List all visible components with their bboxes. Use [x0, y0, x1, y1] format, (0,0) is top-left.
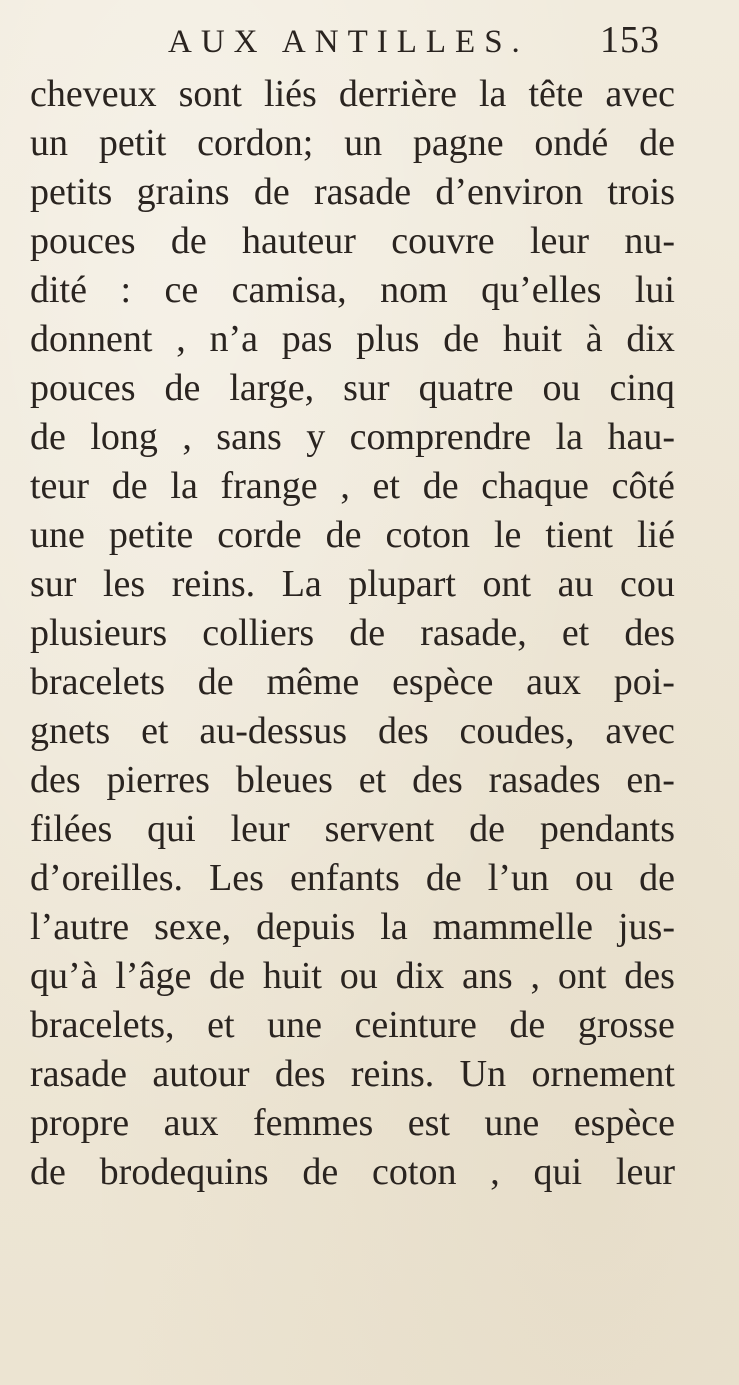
text-line	[30, 903, 675, 952]
word: coton	[372, 1151, 457, 1193]
word: d’environ	[435, 171, 584, 213]
word: ,	[176, 318, 186, 360]
word: de	[30, 1151, 66, 1193]
word: aux	[526, 661, 581, 703]
word: de	[197, 661, 234, 703]
word: ,	[182, 416, 192, 458]
word: et	[561, 612, 590, 654]
word: des	[274, 1053, 326, 1095]
word: mammelle	[432, 906, 594, 948]
word: en-	[626, 759, 675, 801]
word: trois	[607, 171, 675, 213]
word: l’un	[487, 857, 549, 899]
word: de	[111, 465, 148, 507]
word: poi-	[613, 661, 675, 703]
word: qui	[147, 808, 196, 850]
word: espèce	[573, 1102, 675, 1144]
body-text	[30, 70, 675, 1197]
word: la	[555, 416, 584, 458]
word: de	[325, 514, 362, 556]
word: ,	[490, 1151, 500, 1193]
word: ont	[557, 955, 607, 997]
word: une	[30, 514, 85, 556]
word: de	[509, 1004, 546, 1046]
word: des	[377, 710, 429, 752]
word: de	[302, 1151, 339, 1193]
word: une	[267, 1004, 322, 1046]
word: pouces	[30, 220, 136, 262]
word: des	[412, 759, 463, 801]
word: de	[209, 955, 246, 997]
word: lui	[634, 269, 675, 311]
word: tient	[545, 514, 613, 556]
word: reins.	[171, 563, 256, 605]
word: qui	[533, 1151, 583, 1193]
word: long	[90, 416, 158, 458]
word: et	[141, 710, 169, 752]
word: ont	[482, 563, 532, 605]
word: coton	[385, 514, 470, 556]
word: lié	[636, 514, 675, 556]
word: la	[479, 73, 507, 115]
word: Les	[209, 857, 264, 899]
word: avec	[605, 710, 675, 752]
word: un	[30, 122, 68, 164]
text-line	[30, 805, 675, 854]
word: teur	[30, 465, 90, 507]
word: plus	[356, 318, 420, 360]
word: qu’elles	[481, 269, 602, 311]
word: reins.	[350, 1053, 435, 1095]
word: femmes	[252, 1102, 374, 1144]
word: y	[306, 416, 326, 458]
word: les	[103, 563, 146, 605]
word: l’autre	[30, 906, 130, 948]
word: sexe,	[154, 906, 232, 948]
word: ou	[542, 367, 581, 409]
word: enfants	[290, 857, 400, 899]
word: cou	[620, 563, 675, 605]
text-line	[30, 217, 675, 266]
text-line	[30, 707, 675, 756]
word: cheveux	[30, 73, 157, 115]
text-line	[30, 1148, 675, 1197]
word: dité	[30, 269, 87, 311]
word: dix	[395, 955, 445, 997]
word: large,	[229, 367, 315, 409]
word: de	[469, 808, 506, 850]
word: des	[30, 759, 81, 801]
word: sur	[30, 563, 77, 605]
word: de	[253, 171, 290, 213]
word: à	[585, 318, 603, 360]
word: frange	[220, 465, 318, 507]
word: filées	[30, 808, 113, 850]
word: bracelets,	[30, 1004, 175, 1046]
word: ondé	[534, 122, 609, 164]
word: ou	[339, 955, 378, 997]
word: et	[372, 465, 400, 507]
word: depuis	[256, 906, 356, 948]
word: huit	[262, 955, 322, 997]
word: le	[493, 514, 522, 556]
word: :	[120, 269, 131, 311]
text-line	[30, 658, 675, 707]
word: tête	[528, 73, 584, 115]
word: de	[164, 367, 201, 409]
word: aux	[163, 1102, 219, 1144]
word: coudes,	[459, 710, 575, 752]
word: camisa,	[231, 269, 347, 311]
word: de	[349, 612, 386, 654]
text-line	[30, 413, 675, 462]
text-line	[30, 756, 675, 805]
word: leur	[529, 220, 590, 262]
word: de	[443, 318, 480, 360]
text-line	[30, 266, 675, 315]
text-line	[30, 1099, 675, 1148]
word: sur	[343, 367, 390, 409]
text-line	[30, 315, 675, 364]
word: grains	[136, 171, 230, 213]
word: des	[624, 612, 675, 654]
word: côté	[611, 465, 675, 507]
word: et	[358, 759, 387, 801]
word: un	[344, 122, 383, 164]
word: sans	[216, 416, 282, 458]
word: n’a	[209, 318, 258, 360]
word: pas	[281, 318, 333, 360]
word: propre	[30, 1102, 130, 1144]
text-line	[30, 609, 675, 658]
word: espèce	[392, 661, 494, 703]
word: même	[266, 661, 360, 703]
text-line	[30, 364, 675, 413]
word: l’âge	[115, 955, 192, 997]
text-line	[30, 168, 675, 217]
word: une	[484, 1102, 540, 1144]
word: de	[639, 857, 675, 899]
word: colliers	[202, 612, 315, 654]
word: la	[170, 465, 198, 507]
word: la	[380, 906, 408, 948]
word: dix	[626, 318, 675, 360]
word: petit	[98, 122, 167, 164]
word: de	[639, 122, 675, 164]
text-line	[30, 1001, 675, 1050]
word: Un	[459, 1053, 507, 1095]
word: rasades	[488, 759, 601, 801]
word: ornement	[531, 1053, 675, 1095]
word: bracelets	[30, 661, 166, 703]
text-line	[30, 119, 675, 168]
word: rasade	[314, 171, 412, 213]
word: derrière	[338, 73, 457, 115]
word: petite	[108, 514, 194, 556]
word: plusieurs	[30, 612, 168, 654]
word: La	[281, 563, 322, 605]
word: de	[425, 857, 462, 899]
word: au	[557, 563, 594, 605]
text-line	[30, 952, 675, 1001]
text-line	[30, 1050, 675, 1099]
text-line	[30, 854, 675, 903]
word: rasade,	[420, 612, 527, 654]
word: petits	[30, 171, 113, 213]
word: gnets	[30, 710, 111, 752]
word: d’oreilles.	[30, 857, 184, 899]
text-line	[30, 70, 675, 119]
word: est	[407, 1102, 450, 1144]
text-line	[30, 560, 675, 609]
word: de	[422, 465, 459, 507]
word: nu-	[624, 220, 675, 262]
word: ,	[340, 465, 350, 507]
word: comprendre	[349, 416, 532, 458]
word: couvre	[391, 220, 495, 262]
word: au-dessus	[199, 710, 348, 752]
word: de	[30, 416, 66, 458]
word: qu’à	[30, 955, 98, 997]
word: ceinture	[354, 1004, 477, 1046]
page-number: 153	[600, 19, 660, 61]
word: cinq	[609, 367, 675, 409]
word: pierres	[106, 759, 210, 801]
word: quatre	[418, 367, 514, 409]
word: brodequins	[99, 1151, 269, 1193]
word: hau-	[607, 416, 675, 458]
word: pouces	[30, 367, 136, 409]
word: sont	[178, 73, 242, 115]
word: cordon;	[197, 122, 314, 164]
word: jus-	[618, 906, 675, 948]
word: ce	[164, 269, 199, 311]
running-head	[0, 18, 739, 68]
word: avec	[605, 73, 675, 115]
text-line	[30, 462, 675, 511]
word: ans	[462, 955, 513, 997]
word: corde	[217, 514, 302, 556]
word: leur	[230, 808, 290, 850]
word: liés	[264, 73, 317, 115]
word: des	[624, 955, 675, 997]
word: hauteur	[242, 220, 356, 262]
word: de	[170, 220, 207, 262]
word: et	[207, 1004, 235, 1046]
word: nom	[380, 269, 448, 311]
word: ,	[530, 955, 540, 997]
word: ou	[575, 857, 614, 899]
running-title: AUX ANTILLES.	[168, 24, 529, 60]
word: rasade	[30, 1053, 128, 1095]
word: leur	[615, 1151, 675, 1193]
word: plupart	[348, 563, 456, 605]
word: bleues	[235, 759, 333, 801]
word: grosse	[577, 1004, 675, 1046]
word: autour	[152, 1053, 250, 1095]
word: pagne	[412, 122, 504, 164]
text-line	[30, 511, 675, 560]
word: chaque	[481, 465, 589, 507]
word: pendants	[539, 808, 675, 850]
word: servent	[324, 808, 435, 850]
word: donnent	[30, 318, 153, 360]
word: huit	[502, 318, 562, 360]
